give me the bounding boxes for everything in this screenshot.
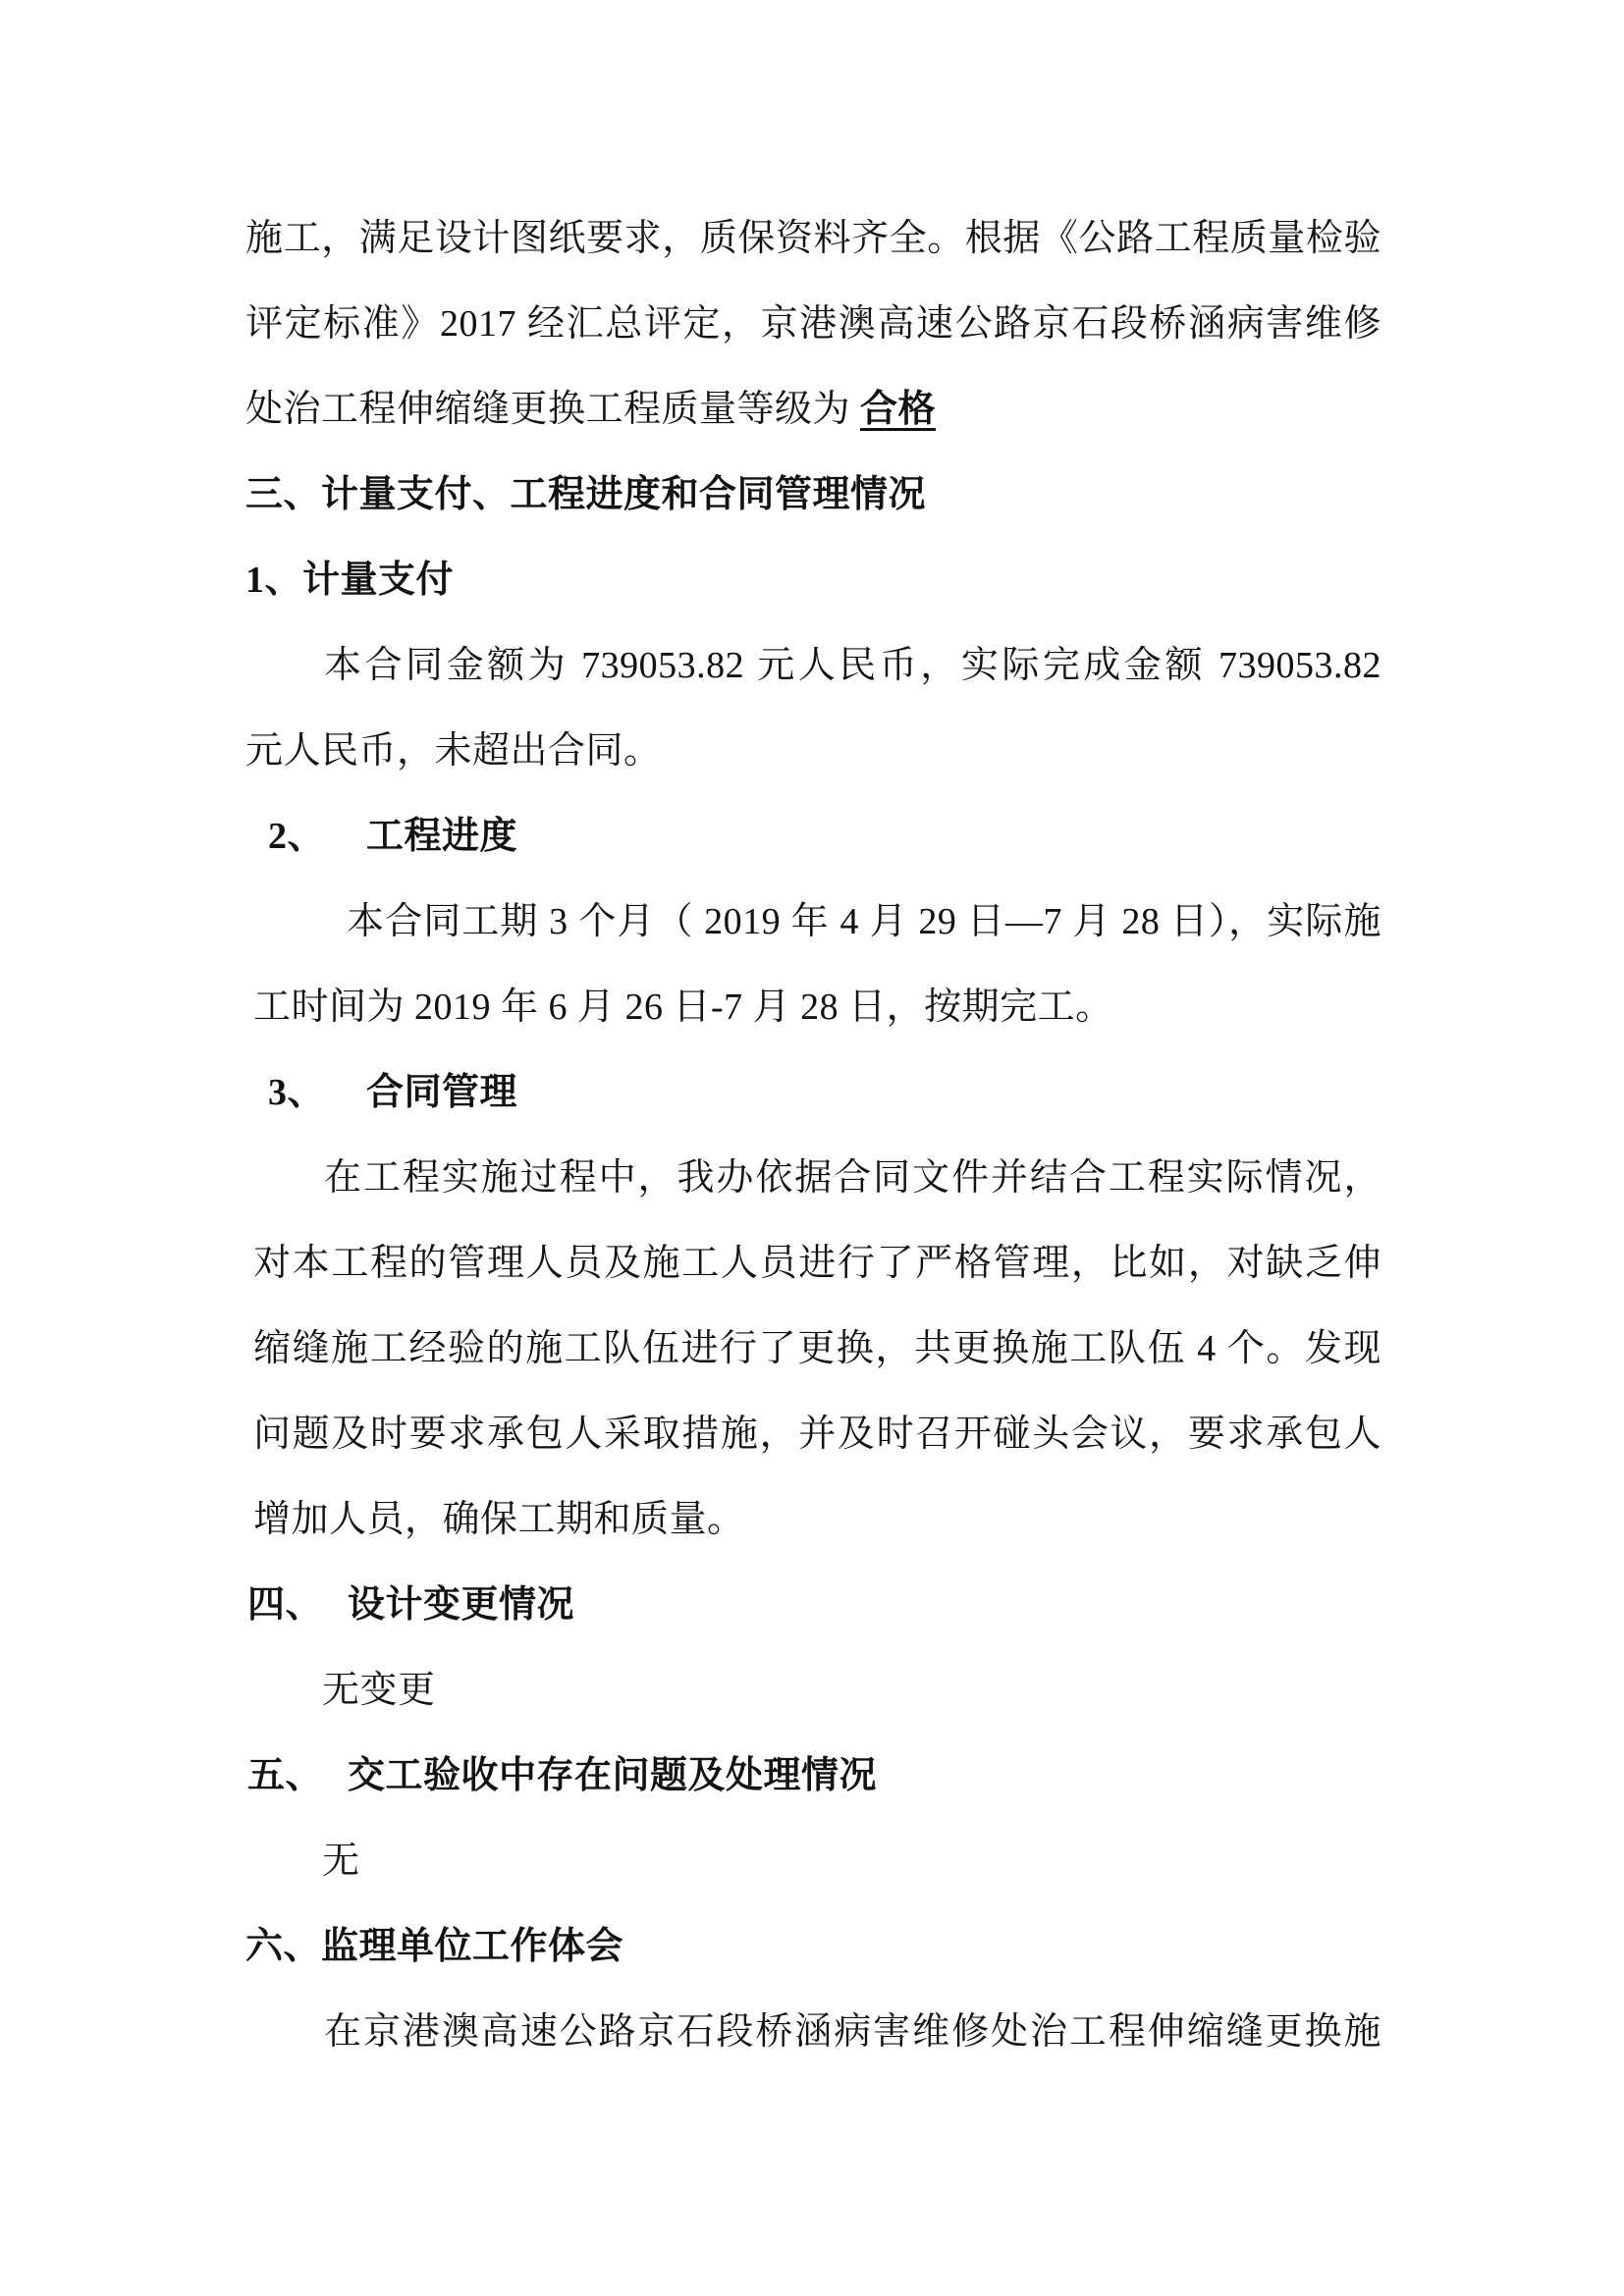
para-line: 施工，满足设计图纸要求，质保资料齐全。根据《公路工程质量检验 <box>245 218 1381 259</box>
para-line: 工时间为 2019 年 6 月 26 日-7 月 28 日，按期完工。 <box>253 987 1113 1028</box>
heading-supervision-experience: 六、监理单位工作体会 <box>245 1926 624 1967</box>
para-line-contract-period: 本合同工期 3 个月（ 2019 年 4 月 29 日—7 月 28 日），实际施 <box>347 901 1381 942</box>
para-line: 增加人员，确保工期和质量。 <box>253 1499 745 1540</box>
heading-section-3: 三、计量支付、工程进度和合同管理情况 <box>245 474 927 515</box>
quality-grade-value: 合格 <box>860 389 937 430</box>
heading-title: 工程进度 <box>366 816 518 857</box>
para-line-no-change: 无变更 <box>322 1670 436 1711</box>
heading-number: 2、 <box>268 816 326 857</box>
heading-title: 合同管理 <box>366 1072 518 1113</box>
heading-number: 四、 <box>247 1584 324 1626</box>
para-line-contract-amount: 本合同金额为 739053.82 元人民币，实际完成金额 739053.82 <box>324 645 1381 686</box>
para-line: 评定标准》2017 经汇总评定，京港澳高速公路京石段桥涵病害维修 <box>245 303 1381 345</box>
heading-title: 设计变更情况 <box>348 1584 575 1626</box>
para-line: 在京港澳高速公路京石段桥涵病害维修处治工程伸缩缝更换施 <box>324 2011 1381 2053</box>
heading-number: 五、 <box>247 1755 324 1796</box>
heading-contract-management <box>245 1050 1381 1136</box>
heading-measurement-payment: 1、计量支付 <box>245 560 455 601</box>
heading-title: 交工验收中存在问题及处理情况 <box>348 1755 878 1796</box>
document-text-block <box>245 196 1381 2075</box>
para-line: 元人民币，未超出合同。 <box>245 730 662 772</box>
para-line: 对本工程的管理人员及施工人员进行了严格管理，比如，对缺乏伸 <box>253 1243 1381 1284</box>
para-line: 问题及时要求承包人采取措施，并及时召开碰头会议，要求承包人 <box>253 1414 1381 1455</box>
heading-acceptance-issues <box>245 1734 1381 1819</box>
para-line: 在工程实施过程中，我办依据合同文件并结合工程实际情况， <box>324 1157 1381 1199</box>
para-line: 缩缝施工经验的施工队伍进行了更换，共更换施工队伍 4 个。发现 <box>253 1328 1381 1369</box>
para-line-quality-grade <box>245 367 1381 453</box>
heading-project-progress <box>245 794 1381 880</box>
heading-design-changes <box>245 1563 1381 1648</box>
heading-number: 3、 <box>268 1072 326 1113</box>
quality-grade-prefix: 处治工程伸缩缝更换工程质量等级为 <box>245 389 861 430</box>
para-line-none: 无 <box>322 1841 360 1882</box>
